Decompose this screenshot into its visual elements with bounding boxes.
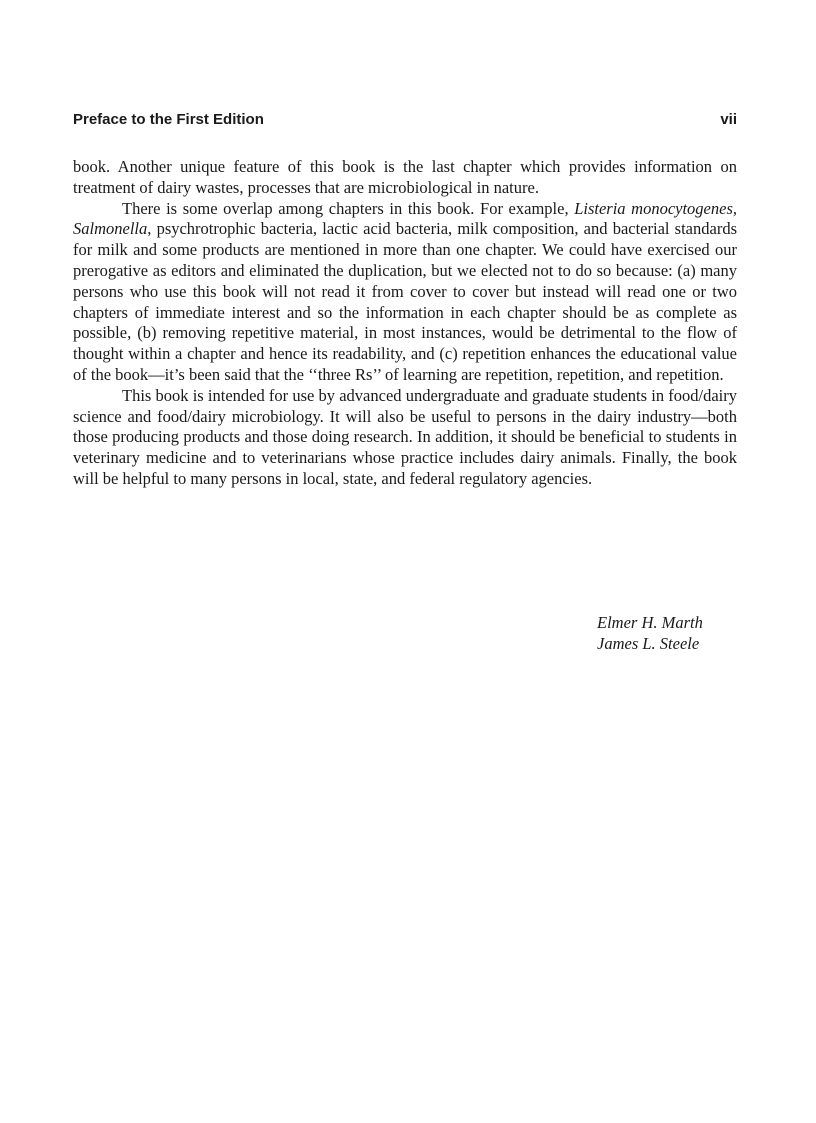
signature-editor-2: James L. Steele <box>597 634 700 653</box>
paragraph-2-intro: There is some overlap among chapters in this book. For example, <box>122 198 575 218</box>
preface-body <box>73 157 737 490</box>
paragraph-1: book. Another unique feature of this book is the last chapter which provides information on treatment of dairy wastes, processes that are microbiological in nature. <box>73 157 737 197</box>
signature-editor-1: Elmer H. Marth <box>597 613 703 632</box>
paragraph-2-rest: , psychrotrophic bacteria, lactic acid bacteria, milk composition, and bacterial standards for milk and some products are mentioned in more than one chapter. We could have exercised our prerogative as editors and eliminated the duplication, but we elected not to do so because: (a) many persons who use this book will not read it from cover to cover but instead will read one or two chapters of immediate interest and so the information in each chapter should be as complete as possible, (b) removing repetitive material, in most instances, would be detrimental to the flow of thought within a chapter and hence its readability, and (c) repetition enhances the educational value of the book—it’s been said that the ‘‘three Rs’’ of learning are repetition, repetition, and repetition. <box>73 219 737 384</box>
header-title: Preface to the First Edition <box>73 111 264 128</box>
paragraph-3: This book is intended for use by advanced undergraduate and graduate students in food/dairy science and food/dairy microbiology. It will also be useful to persons in the dairy industry—both those producing products and those doing research. In addition, it should be beneficial to students in veterinary medicine and to veterinarians whose practice includes dairy animals. Finally, the book will be helpful to many persons in local, state, and federal regulatory agencies. <box>73 385 737 488</box>
term-listeria: Listeria monocytogenes <box>574 198 733 218</box>
term-separator: , <box>732 198 737 218</box>
paragraph-2 <box>73 199 737 386</box>
signature-block <box>597 612 737 654</box>
term-salmonella: Salmonella <box>73 219 148 239</box>
running-header <box>73 110 737 130</box>
page-number: vii <box>720 111 737 128</box>
